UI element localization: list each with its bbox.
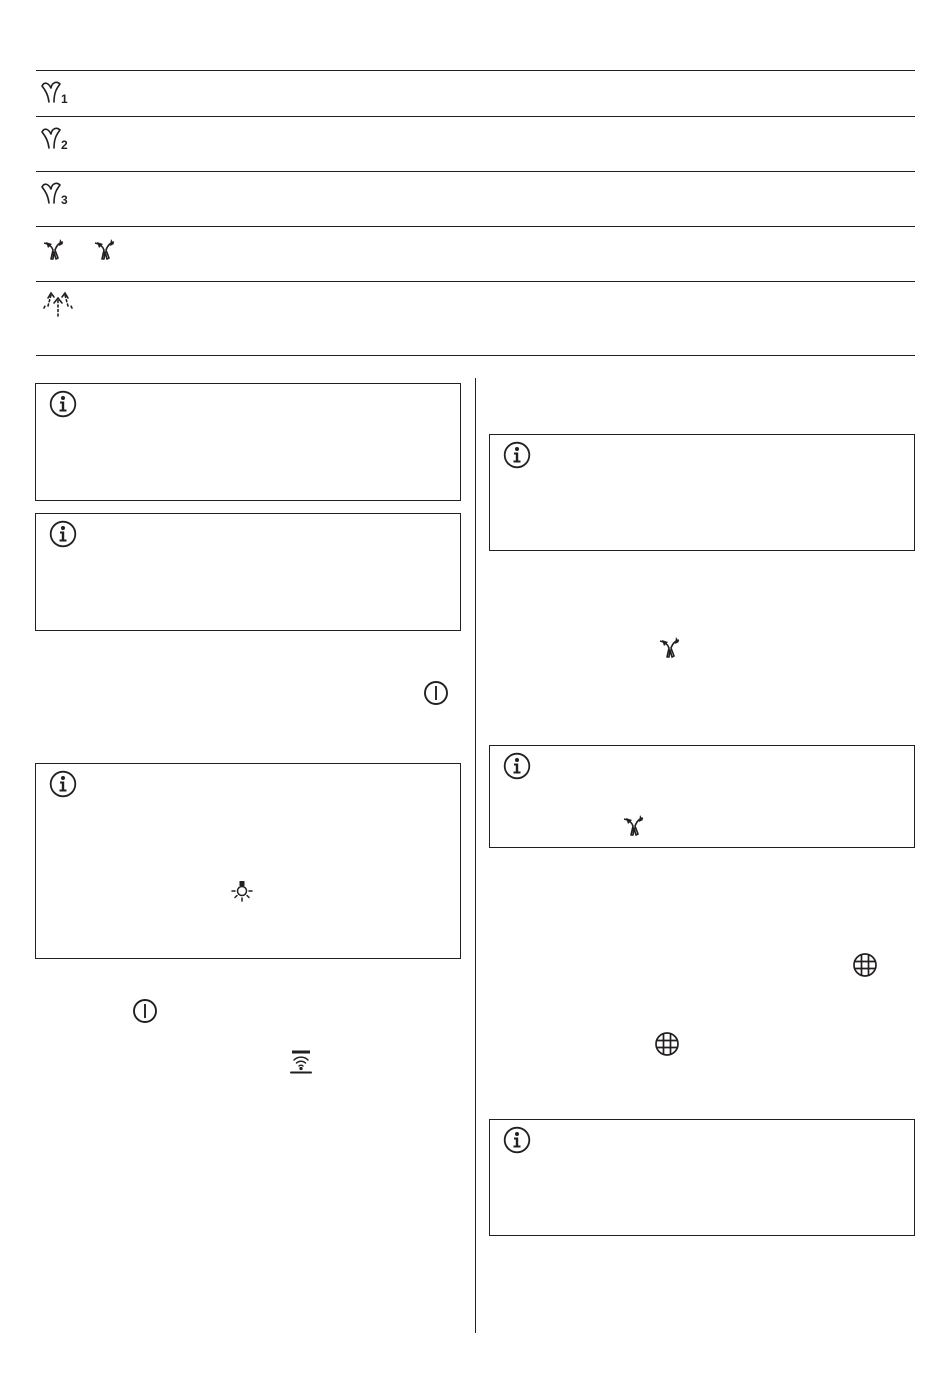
fan-boost-icon (657, 634, 683, 660)
info-note-box (489, 745, 915, 848)
fan-boost-icon (41, 236, 67, 262)
power-icon (423, 680, 449, 706)
table-rule (36, 281, 915, 282)
info-icon (503, 1126, 531, 1154)
info-icon (49, 770, 77, 798)
table-rule (36, 70, 915, 71)
table-rule (36, 226, 915, 227)
speed-number: 3 (61, 193, 68, 207)
info-note-box (35, 513, 461, 631)
light-bulb-icon (229, 878, 257, 906)
table-rule (36, 171, 915, 172)
fan-boost-icon (621, 812, 647, 838)
info-note-box (489, 434, 915, 551)
table-rule (36, 116, 915, 117)
grid-filter-icon (852, 952, 878, 978)
grid-filter-icon (654, 1031, 680, 1057)
info-note-box (35, 763, 461, 959)
speed-number: 2 (61, 138, 68, 152)
info-note-box (35, 383, 461, 501)
steam-arrows-icon (41, 290, 75, 318)
column-divider (475, 378, 476, 1333)
info-icon (503, 752, 531, 780)
speed-number: 1 (61, 92, 68, 106)
hob2hood-signal-icon (289, 1049, 313, 1075)
fan-boost-icon (92, 236, 118, 262)
power-icon (132, 998, 158, 1024)
table-rule (36, 355, 915, 356)
info-icon (49, 520, 77, 548)
info-icon (503, 441, 531, 469)
info-note-box (489, 1119, 915, 1236)
info-icon (49, 390, 77, 418)
